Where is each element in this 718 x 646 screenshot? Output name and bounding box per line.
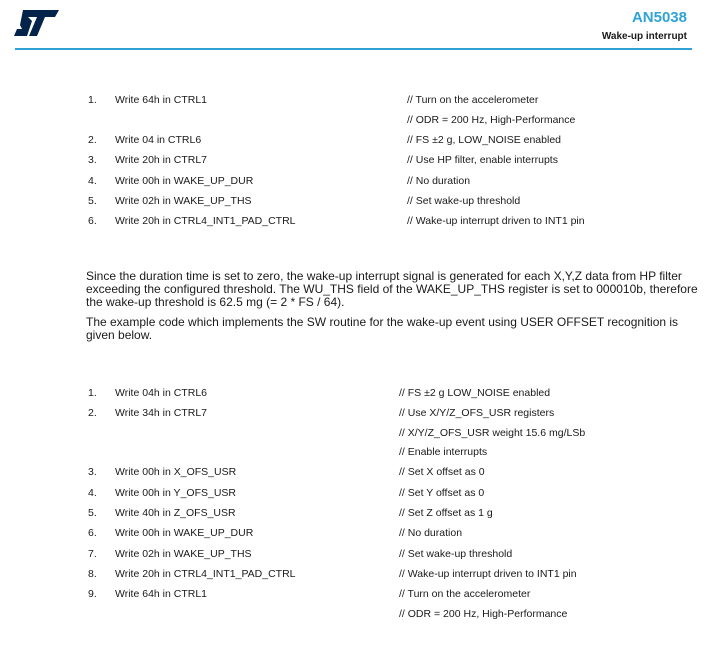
step-number: 4. (88, 487, 97, 499)
step-action: Write 04 in CTRL6 (115, 134, 202, 146)
step-action: Write 04h in CTRL6 (115, 387, 208, 399)
step-comment: // FS ±2 g, LOW_NOISE enabled (407, 134, 561, 146)
step-number: 7. (88, 548, 97, 560)
step-action: Write 00h in Y_OFS_USR (115, 487, 236, 499)
step-comment: // X/Y/Z_OFS_USR weight 15.6 mg/LSb (399, 427, 586, 439)
step-comment: // Enable interrupts (399, 446, 488, 458)
step-number: 2. (88, 134, 97, 146)
paragraph-example-intro: The example code which implements the SW routine for the wake-up event using USER OFFSET recognition is given below. (86, 314, 679, 342)
step-number: 3. (88, 466, 97, 478)
step-action: Write 20h in CTRL7 (115, 154, 208, 166)
step-comment: // Use X/Y/Z_OFS_USR registers (399, 407, 555, 419)
step-action: Write 40h in Z_OFS_USR (115, 507, 236, 519)
step-number: 3. (88, 154, 97, 166)
step-action: Write 64h in CTRL1 (115, 588, 208, 600)
step-number: 6. (88, 527, 97, 539)
step-number: 2. (88, 407, 97, 419)
step-number: 5. (88, 195, 97, 207)
step-number: 5. (88, 507, 97, 519)
step-action: Write 00h in WAKE_UP_DUR (115, 175, 254, 187)
step-comment: // No duration (407, 175, 471, 187)
step-action: Write 00h in WAKE_UP_DUR (115, 527, 254, 539)
step-comment: // Set Z offset as 1 g (399, 507, 493, 519)
step-number: 6. (88, 215, 97, 227)
step-action: Write 00h in X_OFS_USR (115, 466, 237, 478)
step-comment: // Set X offset as 0 (399, 466, 485, 478)
step-number: 4. (88, 175, 97, 187)
body-text (86, 270, 706, 342)
section-title: Wake-up interrupt (601, 31, 687, 42)
step-action: Write 20h in CTRL4_INT1_PAD_CTRL (115, 215, 296, 227)
step-action: Write 64h in CTRL1 (115, 94, 208, 106)
step-comment: // Turn on the accelerometer (407, 94, 539, 106)
step-action: Write 20h in CTRL4_INT1_PAD_CTRL (115, 568, 296, 580)
document-id: AN5038 (631, 9, 687, 26)
step-comment: // No duration (399, 527, 463, 539)
paragraph-threshold: Since the duration time is set to zero, the wake-up interrupt signal is generated for each X,Y,Z data from HP filter exceeding the configured threshold. The WU_THS field of the WAKE_UP_THS register is set to 000010b, therefore the wake-up threshold is 62.5 mg (= 2 * FS / 64). (86, 269, 698, 310)
step-number: 1. (88, 94, 97, 106)
step-comment: // Turn on the accelerometer (399, 588, 531, 600)
step-action: Write 02h in WAKE_UP_THS (115, 195, 252, 207)
step-comment: // Set wake-up threshold (399, 548, 513, 560)
step-comment: // Wake-up interrupt driven to INT1 pin (407, 215, 585, 227)
step-comment: // Use HP filter, enable interrupts (407, 154, 558, 166)
step-number: 8. (88, 568, 97, 580)
step-action: Write 34h in CTRL7 (115, 407, 208, 419)
step-comment: // ODR = 200 Hz, High-Performance (399, 608, 568, 620)
step-comment: // ODR = 200 Hz, High-Performance (407, 114, 576, 126)
step-comment: // FS ±2 g LOW_NOISE enabled (399, 387, 551, 399)
step-number: 9. (88, 588, 97, 600)
step-number: 1. (88, 387, 97, 399)
step-comment: // Set wake-up threshold (407, 195, 521, 207)
step-comment: // Wake-up interrupt driven to INT1 pin (399, 568, 577, 580)
header-rule (15, 48, 692, 50)
st-logo (14, 10, 60, 41)
step-action: Write 02h in WAKE_UP_THS (115, 548, 252, 560)
step-comment: // Set Y offset as 0 (399, 487, 485, 499)
